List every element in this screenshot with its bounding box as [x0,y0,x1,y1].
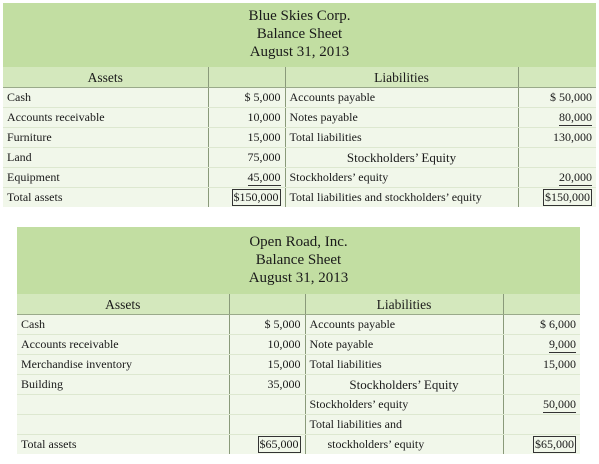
statement-date: August 31, 2013 [248,270,349,286]
asset-label: Equipment [3,168,208,188]
total-assets-label: Total assets [17,435,229,455]
total-liab-equity-label-line2: stockholders’ equity [305,435,503,455]
equity-value: 20,000 [559,170,592,184]
asset-label: Merchandise inventory [17,355,229,375]
asset-value: $ 5,000 [229,315,305,335]
table-row [17,335,580,355]
liability-value: 130,000 [518,128,596,148]
table-row [17,395,580,415]
total-liab-equity-value: $65,000 [535,437,574,451]
asset-label: Furniture [3,128,208,148]
liability-label: Notes payable [285,108,518,128]
total-liab-equity-label: Total liabilities and stockholders’ equity [285,188,518,208]
liabilities-header: Liabilities [285,67,518,88]
asset-label: Land [3,148,208,168]
company-name: Blue Skies Corp. [248,8,351,24]
statement-date: August 31, 2013 [249,44,350,60]
liability-value: 9,000 [549,337,576,351]
asset-value: 15,000 [229,355,305,375]
asset-value: 10,000 [229,335,305,355]
asset-value: 35,000 [229,375,305,395]
liability-label: Accounts payable [285,88,518,108]
total-assets-value: $65,000 [259,437,299,451]
table-row [3,148,596,168]
table-row [17,315,580,335]
total-liab-equity-label-line1: Total liabilities and [305,415,503,435]
table-row [17,415,580,435]
balance-sheet-open-road [17,227,580,454]
balance-sheet-table [3,67,596,207]
table-row [3,108,596,128]
assets-header: Assets [3,67,208,88]
asset-value: 10,000 [208,108,285,128]
sheet-title-block [17,227,580,294]
table-row [3,168,596,188]
table-row [3,128,596,148]
asset-label: Building [17,375,229,395]
liability-value: $ 50,000 [518,88,596,108]
total-assets-label: Total assets [3,188,208,208]
liability-value: 80,000 [559,110,592,124]
asset-value: $ 5,000 [208,88,285,108]
asset-value: 75,000 [208,148,285,168]
liability-label: Total liabilities [305,355,503,375]
asset-label: Accounts receivable [17,335,229,355]
total-assets-value: $150,000 [233,190,279,204]
balance-sheet-blue-skies [3,3,596,207]
asset-label: Cash [17,315,229,335]
company-name: Open Road, Inc. [249,234,348,250]
liability-label: Accounts payable [305,315,503,335]
equity-label: Stockholders’ equity [305,395,503,415]
asset-value: 45,000 [247,170,281,184]
liability-value: $ 6,000 [503,315,580,335]
liability-label: Total liabilities [285,128,518,148]
equity-header: Stockholders’ Equity [285,148,518,168]
asset-label: Cash [3,88,208,108]
total-liab-equity-value: $150,000 [545,190,590,204]
liabilities-header: Liabilities [305,294,503,315]
table-row [17,435,580,455]
table-row [17,375,580,395]
assets-header: Assets [17,294,229,315]
table-row [17,355,580,375]
liability-label: Note payable [305,335,503,355]
balance-sheet-table [17,294,580,454]
equity-value: 50,000 [543,397,576,411]
sheet-title-block [3,3,596,67]
equity-header: Stockholders’ Equity [305,375,503,395]
liability-value: 15,000 [503,355,580,375]
table-row [3,188,596,208]
statement-name: Balance Sheet [255,252,342,268]
table-row [3,88,596,108]
asset-label: Accounts receivable [3,108,208,128]
statement-name: Balance Sheet [256,26,343,42]
asset-value: 15,000 [208,128,285,148]
equity-label: Stockholders’ equity [285,168,518,188]
